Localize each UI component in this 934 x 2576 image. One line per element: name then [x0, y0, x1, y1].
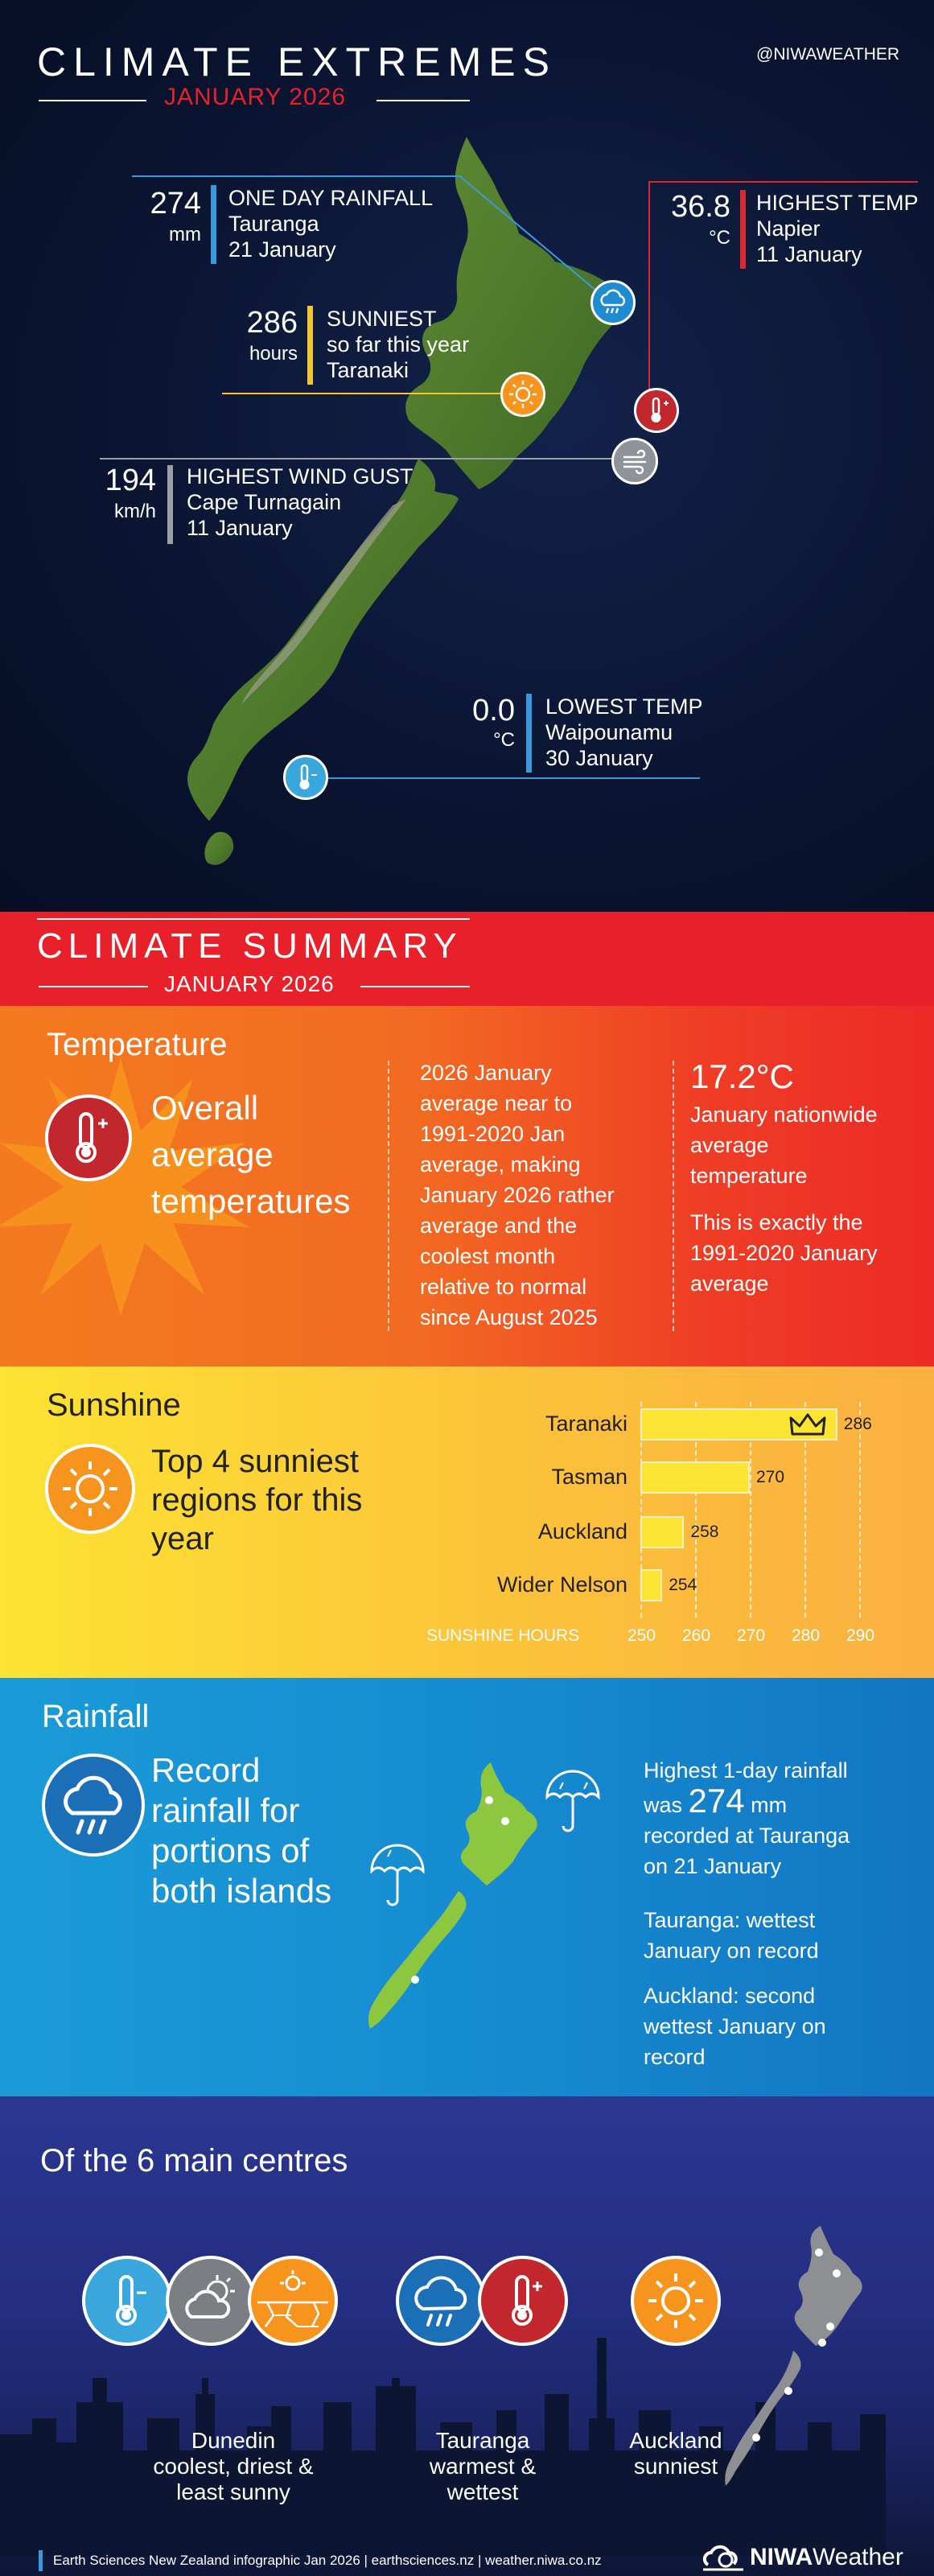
rainfall-heading: Rainfall — [42, 1699, 150, 1734]
climate-extremes-section — [0, 0, 934, 912]
wind-unit: km/h — [113, 501, 156, 522]
sunniest-label: SUNNIEST so far this year Taranaki — [327, 307, 470, 382]
sunshine-lead: Top 4 sunniest regions for this year — [151, 1444, 363, 1556]
dunedin-cloudy-icon — [166, 2256, 256, 2346]
sunshine-bar-value-label: 258 — [690, 1523, 719, 1541]
centres-nz-map — [724, 2222, 901, 2504]
summary-divider-right — [360, 986, 470, 987]
twitter-handle: @NIWAWEATHER — [756, 45, 900, 64]
niwa-cloud-logo-icon — [702, 2541, 747, 2573]
hightemp-label: HIGHEST TEMP Napier 11 January — [756, 191, 919, 266]
temperature-divider-2 — [673, 1061, 674, 1331]
thermometer-hot-icon — [634, 388, 679, 433]
rainfall-fact-2: Tauranga: wettest January on record — [644, 1908, 819, 1963]
hightemp-accent-bar — [740, 190, 746, 269]
extremes-subtitle: JANUARY 2026 — [164, 84, 347, 110]
centres-heading: Of the 6 main centres — [40, 2143, 348, 2178]
crown-icon — [789, 1412, 826, 1439]
wind-value: 194 — [105, 464, 156, 497]
temperature-divider-1 — [388, 1061, 389, 1331]
rainfall-fact-1: Highest 1-day rainfall was 274 mm recorded at Tauranga on 21 January — [644, 1758, 850, 1878]
temperature-lead: Overall average temperatures — [151, 1089, 351, 1220]
summary-subtitle: JANUARY 2026 — [164, 971, 335, 996]
footer-credit: Earth Sciences New Zealand infographic Jan 2026 | earthsciences.nz | weather.niwa.co.nz — [53, 2553, 602, 2568]
sunshine-section — [0, 1366, 934, 1678]
sunshine-axis-title: SUNSHINE HOURS — [426, 1626, 580, 1645]
tauranga-rain-icon — [396, 2256, 486, 2346]
sunshine-tick-label: 260 — [682, 1626, 711, 1645]
rainfall-unit: mm — [169, 224, 201, 245]
logo-text-weather: Weather — [813, 2544, 903, 2570]
footer-accent-bar — [39, 2550, 43, 2571]
sunshine-tick-label: 290 — [846, 1626, 875, 1645]
summary-top-line — [37, 918, 470, 920]
sunshine-gridline-290 — [859, 1402, 861, 1618]
umbrella-icon-1 — [547, 1771, 599, 1831]
rain-cloud-icon — [590, 280, 636, 325]
summary-title: CLIMATE SUMMARY — [37, 926, 463, 966]
niwa-weather-logo — [702, 2541, 912, 2573]
sunshine-bar-category-label: Auckland — [537, 1519, 627, 1544]
sunshine-tick-label: 270 — [737, 1626, 766, 1645]
rainfall-leader-line — [132, 175, 462, 177]
dunedin-caption: Dunedin coolest, driest & least sunny — [153, 2428, 314, 2504]
rainfall-cloud-icon — [42, 1754, 145, 1857]
sun-icon — [500, 372, 545, 417]
sunniest-accent-bar — [307, 306, 313, 385]
tauranga-caption: Tauranga warmest & wettest — [429, 2428, 537, 2504]
title-divider-left — [39, 100, 146, 101]
tauranga-hot-thermometer-icon — [478, 2256, 568, 2346]
rainfall-lead: Record rainfall for portions of both islands — [151, 1751, 332, 1910]
sunshine-bar-value-label: 286 — [843, 1415, 872, 1433]
wind-label: HIGHEST WIND GUST Cape Turnagain 11 January — [187, 464, 414, 540]
national-average-desc: January nationwide average temperature — [690, 1103, 878, 1188]
sunshine-bar — [640, 1569, 662, 1601]
title-divider-right — [376, 100, 470, 101]
sunshine-tick-label: 280 — [792, 1626, 821, 1645]
hightemp-leader-horizontal — [648, 181, 918, 183]
sunshine-bar-category-label: Wider Nelson — [496, 1572, 627, 1597]
sunshine-heading: Sunshine — [47, 1387, 181, 1423]
thermometer-cold-icon — [283, 755, 328, 800]
temperature-section — [0, 1006, 934, 1366]
wind-icon — [611, 438, 658, 484]
sunshine-bar-category-label: Tasman — [551, 1465, 627, 1489]
summary-divider-left — [39, 986, 148, 987]
sunshine-tick-label: 250 — [627, 1626, 656, 1645]
sunniest-value: 286 — [246, 306, 298, 340]
thermometer-icon — [45, 1094, 132, 1181]
lowtemp-leader-line — [314, 777, 700, 779]
dunedin-cold-thermometer-icon — [82, 2256, 172, 2346]
sunshine-bar-value-label: 270 — [756, 1468, 785, 1486]
rainfall-label: ONE DAY RAINFALL Tauranga 21 January — [228, 186, 434, 262]
auckland-sun-icon — [631, 2256, 721, 2346]
wind-leader-line — [100, 458, 621, 460]
lowtemp-unit: °C — [493, 729, 515, 751]
hightemp-unit: °C — [709, 227, 730, 249]
lowtemp-value: 0.0 — [472, 694, 515, 727]
rainfall-nz-map — [362, 1758, 636, 2056]
lowtemp-accent-bar — [526, 694, 532, 773]
umbrella-icon-2 — [372, 1845, 423, 1905]
sunniest-leader-line — [222, 393, 500, 394]
temperature-heading: Temperature — [47, 1027, 228, 1062]
lowtemp-label: LOWEST TEMP Waipounamu 30 January — [545, 694, 703, 770]
rainfall-value: 274 — [150, 187, 201, 221]
sunshine-bar-category-label: Taranaki — [545, 1412, 627, 1436]
sunshine-bar-value-label: 254 — [669, 1576, 697, 1594]
sunniest-unit: hours — [249, 343, 298, 365]
temperature-body: 2026 January average near to 1991-2020 Jan average, making January 2026 rather average and the coolest month relative to normal since August 2025 — [420, 1061, 615, 1329]
rainfall-accent-bar — [211, 185, 216, 264]
sunshine-bar — [640, 1516, 684, 1548]
rainfall-fact-3: Auckland: second wettest January on record — [644, 1984, 826, 2069]
stewart-island-shape — [204, 832, 233, 865]
hightemp-value: 36.8 — [671, 190, 730, 224]
rainfall-section — [0, 1678, 934, 2096]
logo-text-niwa: NIWA — [750, 2544, 813, 2570]
climate-summary-header — [0, 912, 934, 1006]
dunedin-dry-ground-icon — [248, 2256, 338, 2346]
sunshine-bar — [640, 1461, 750, 1494]
wind-accent-bar — [167, 465, 173, 544]
main-centres-section — [0, 2096, 934, 2576]
extremes-title: CLIMATE EXTREMES — [37, 39, 557, 84]
national-average-value: 17.2°C — [690, 1057, 794, 1095]
national-average-note: This is exactly the 1991-2020 January average — [690, 1210, 878, 1296]
auckland-caption: Auckland sunniest — [629, 2428, 722, 2479]
